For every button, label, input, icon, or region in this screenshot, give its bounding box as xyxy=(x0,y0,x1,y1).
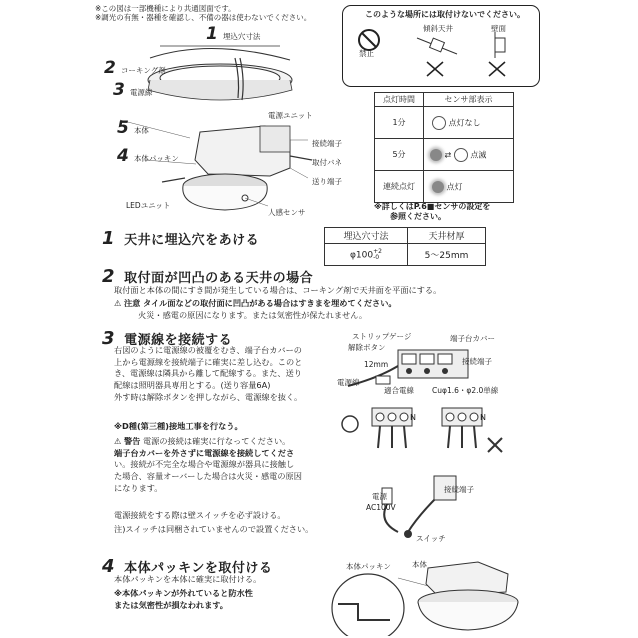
header-note-2: ※調光の有無・器種を確認し、不備の器は使わないでください。 xyxy=(95,13,312,23)
header-note-1: ※この図は一部機種により共通図面です。 xyxy=(95,4,236,13)
label-power-unit: 電源ユニット xyxy=(268,111,313,120)
sensor-header-display: センサ部表示 xyxy=(424,93,514,107)
sensor-note: ※詳しくはP.6■センサの設定を 参照ください。 xyxy=(374,202,491,222)
diagram-switch: スイッチ xyxy=(416,534,446,543)
step3-ground-note: ※D種(第三種)接地工事を行なう。 xyxy=(114,421,243,431)
diagram-power-label: 電源 xyxy=(372,492,387,501)
label-junction: 送り端子 xyxy=(312,177,342,186)
blink-arrow-icon: ⇄ xyxy=(444,150,452,159)
callout-5: 5 本体 xyxy=(117,118,149,138)
warning-box-title: このような場所には取付けないでください。 xyxy=(365,10,525,19)
step3-heading: 3 電源線を接続する xyxy=(102,328,233,349)
prohibit-label: 禁止 xyxy=(359,49,374,58)
label-body: 本体 xyxy=(412,560,427,569)
sensor-row-time: 1分 xyxy=(375,107,424,139)
step3-body: 右図のように電源線の被覆をむき、端子台カバーの 上から電源線を接続端子に確実に差し込む。このと き、電源線は隣具から離して配線する。また、送り 配線は照明器具専用とする。(送り容量6A) 外す時は解除ボタンを押しながら、電源線を抜く。 xyxy=(114,345,303,402)
diagram-strip-gauge: ストリップゲージ xyxy=(352,332,412,341)
warning-icon: ⚠ xyxy=(114,436,122,446)
sensor-row-time: 5分 xyxy=(375,139,424,171)
step4-body: 本体パッキンを本体に確実に取付ける。 xyxy=(114,574,262,584)
diagram-voltage: AC100V xyxy=(366,503,396,512)
sensor-table xyxy=(374,92,514,203)
label-led-unit: LEDユニット xyxy=(126,201,171,210)
diagram-n-label: N xyxy=(410,413,416,422)
diagram-wire-spec: Cuφ1.6・φ2.0単線 xyxy=(432,386,499,395)
led-on-icon xyxy=(432,181,444,193)
step3-warning: ⚠ 警告 電源の接続は確実に行なってください。 端子台カバーを外さずに電源線を接続してくださ い。接続が不完全な場合や電源線が器具に接触し た場合、容量オーバーした場合は火災・感電の原因 になります。 xyxy=(114,436,302,493)
caution-icon: ⚠ xyxy=(114,298,122,308)
diagram-terminal: 接続端子 xyxy=(462,357,492,366)
sensor-header-time: 点灯時間 xyxy=(375,93,424,107)
slanted-fixture-icon xyxy=(430,38,445,52)
sensor-row-display: 点灯なし xyxy=(424,107,514,139)
step2-heading: 2 取付面が凹凸のある天井の場合 xyxy=(102,266,314,287)
step1-spec-table xyxy=(324,227,486,266)
diagram-strip-length: 12mm xyxy=(364,360,389,369)
label-mounting-spring: 取付バネ xyxy=(312,158,342,167)
callout-2: 2 コーキング剤 xyxy=(104,58,166,78)
diagram-power-wire: 電源線 xyxy=(337,378,360,387)
diagram-n-label-2: N xyxy=(480,413,486,422)
sensor-row-display: 点灯 xyxy=(424,171,514,203)
callout-1: 1 埋込穴寸法 xyxy=(206,24,261,44)
callout-4: 4 本体パッキン xyxy=(117,146,179,166)
header-notes xyxy=(95,4,311,23)
led-off-icon xyxy=(432,116,446,130)
spec-header-thickness: 天井材厚 xyxy=(408,228,486,244)
step2-body: 取付面と本体の間にすき間が発生している場合は、コーキング剤で天井面を平面にする。 xyxy=(114,285,442,295)
wall-label: 壁面 xyxy=(491,24,506,33)
spec-header-hole: 埋込穴寸法 xyxy=(325,228,408,244)
step2-caution: ⚠ 注意 タイル面などの取付面に凹凸がある場合はすきまを埋めてください。 火災・感電の原因になります。または気密性が保たれません。 xyxy=(114,298,397,320)
diagram-terminal-cover: 端子台カバー xyxy=(450,334,495,343)
led-on-icon xyxy=(430,149,442,161)
step3-switch-note: 電源接続をする際は壁スイッチを必ず設ける。 xyxy=(114,510,286,520)
step1-heading: 1 天井に埋込穴をあける xyxy=(102,228,260,249)
callout-3: 3 電源線 xyxy=(113,80,153,100)
label-terminal: 接続端子 xyxy=(312,139,342,148)
label-human-sensor: 人感センサ xyxy=(268,208,306,217)
wall-fixture-icon xyxy=(495,38,505,52)
spec-thickness: 5～25mm xyxy=(408,244,486,266)
diagram-connect-terminal: 接続端子 xyxy=(444,485,474,494)
ok-circle-icon xyxy=(342,416,358,432)
sensor-row-time: 連続点灯 xyxy=(375,171,424,203)
step4-warning: ※本体パッキンが外れていると防水性 または気密性が損なわれます。 xyxy=(114,588,253,610)
warning-box xyxy=(342,5,540,87)
step3-note2: 注)スイッチは同梱されていませんので設置ください。 xyxy=(114,524,314,534)
label-packing: 本体パッキン xyxy=(346,562,391,571)
diagram-compatible-wire: 適合電線 xyxy=(384,386,414,395)
slanted-ceiling-label: 傾斜天井 xyxy=(423,24,453,33)
led-off-icon xyxy=(454,148,468,162)
diagram-release-button: 解除ボタン xyxy=(348,343,386,352)
sensor-row-display: ⇄ 点滅 xyxy=(424,139,514,171)
spec-hole-size: φ100+2 -0 xyxy=(325,244,408,266)
step4-heading: 4 本体パッキンを取付ける xyxy=(102,556,273,577)
